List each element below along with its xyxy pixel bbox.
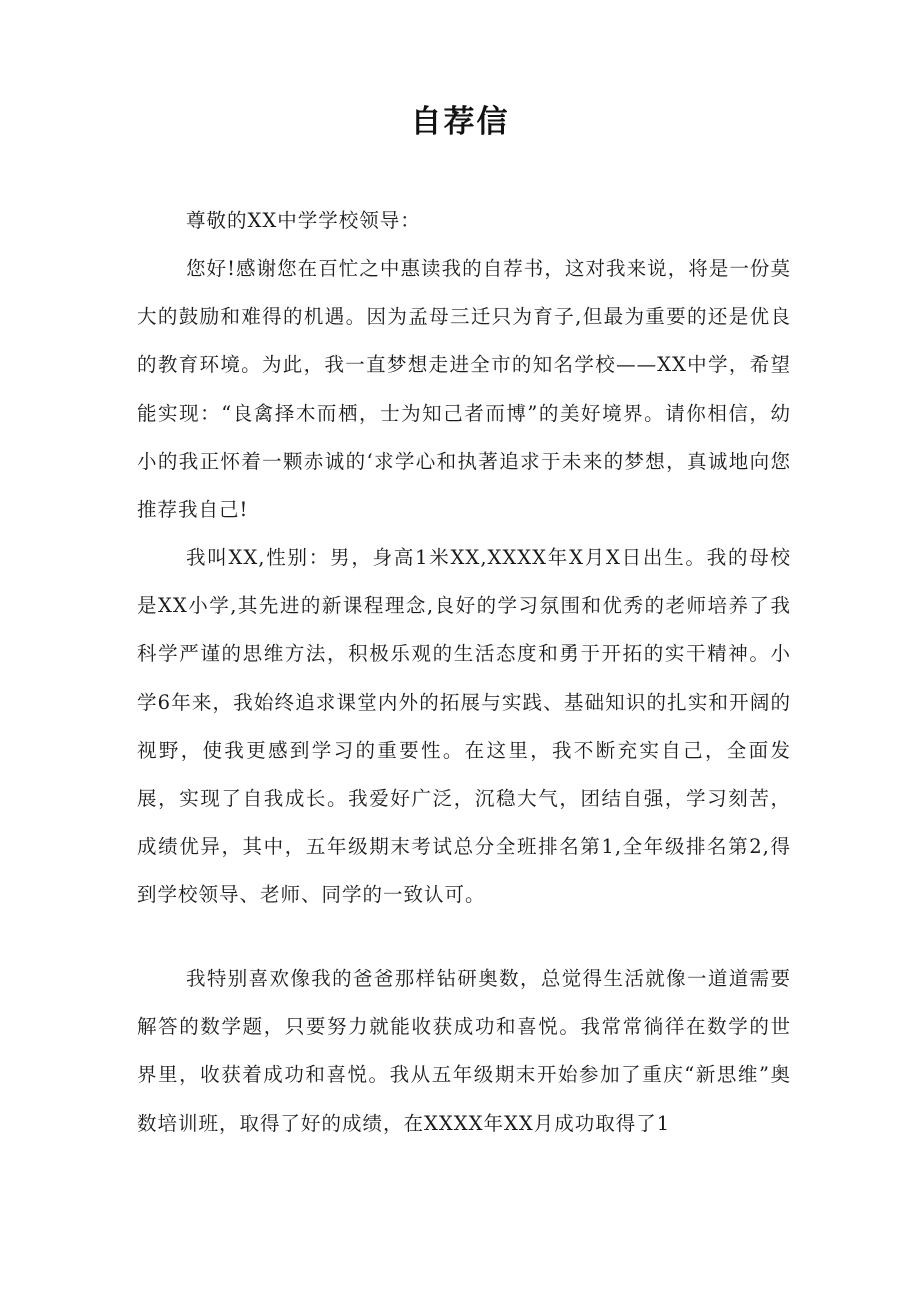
paragraph-introduction: 我叫XX,性别：男，身高1米XX,XXXX年X月X日出生。我的母校是XX小学,其先进的新课程理念,良好的学习氛围和优秀的老师培养了我科学严谨的思维方法，积极乐观的生活态度和勇于开拓的实干精神。小学6年来，我始终追求课堂内外的拓展与实践、基础知识的扎实和开阔的视野，使我更感到学习的重要性。在这里，我不断充实自己，全面发展，实现了自我成长。我爱好广泛，沉稳大气，团结自强，学习刻苦，成绩优异，其中，五年级期末考试总分全班排名第1,全年级排名第2,得到学校领导、老师、同学的一致认可。 <box>137 546 791 907</box>
salutation: 尊敬的XX中学学校领导： <box>186 209 421 232</box>
paragraph-math-interest: 我特别喜欢像我的爸爸那样钻研奥数，总觉得生活就像一道道需要解答的数学题，只要努力就能收获成功和喜悦。我常常徜徉在数学的世界里，收获着成功和喜悦。我从五年级期末开始参加了重庆“新思维”奥数培训班，取得了好的成绩，在XXXX年XX月成功取得了1 <box>137 967 791 1135</box>
document-title: 自荐信 <box>410 104 510 140</box>
paragraph-greeting: 您好!感谢您在百忙之中惠读我的自荐书，这对我来说，将是一份莫大的鼓励和难得的机遇。因为孟母三迁只为育子,但最为重要的还是优良的教育环境。为此，我一直梦想走进全市的知名学校——XX中学，希望能实现：“良禽择木而栖，士为知己者而博”的美好境界。请你相信，幼小的我正怀着一颗赤诚的‘求学心和执著追求于未来的梦想，真诚地向您推荐我自己! <box>137 257 791 522</box>
